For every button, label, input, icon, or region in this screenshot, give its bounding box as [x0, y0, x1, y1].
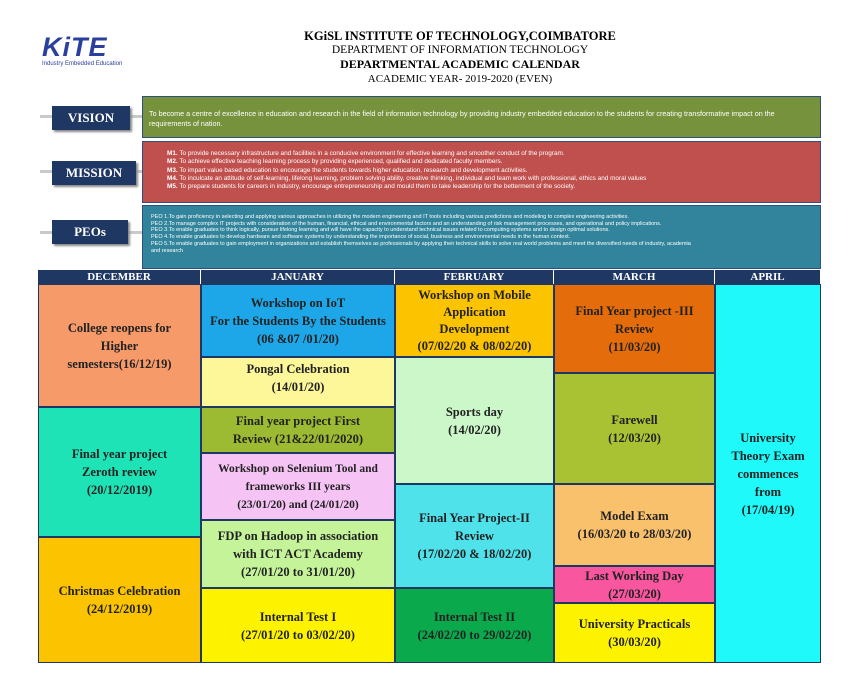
- event-university-practicals: University Practicals (30/03/20): [554, 603, 715, 663]
- event-pongal: Pongal Celebration (14/01/20): [201, 357, 395, 407]
- event-internal-test-2: Internal Test II (24/02/20 to 29/02/20): [395, 588, 554, 663]
- peo-item: PEO 4.To enable graduates to develop hardware and software systems by understanding the importance of social, business and environmental needs in the human context.: [151, 234, 571, 241]
- mission-item: M3. To impart value based education to encourage the students towards higher education, research and development activities.: [167, 166, 528, 174]
- mission-label: MISSION: [52, 161, 136, 185]
- peo-item: PEO 5.To enable graduates to gain employment in organizations and establish themselves as professionals by applying their technical skills to solve real world problems and meet the diversified needs of industry, academia: [151, 240, 691, 247]
- logo-tagline: Industry Embedded Education: [42, 61, 123, 67]
- peo-item: PEO 3.To enable graduates to think logically, pursue lifelong learning and will have the capacity to understand technical issues related to computing systems and to design optimal solutions.: [151, 227, 610, 234]
- month-december: DECEMBER: [38, 270, 201, 284]
- event-internal-test-1: Internal Test I (27/01/20 to 03/02/20): [201, 588, 395, 663]
- peo-item: PEO 1.To gain proficiency in selecting and applying various approaches in utilizing the modern engineering and IT tools including various predictions and modeling to complex engineering activities.: [151, 214, 629, 220]
- calendar-grid-border: [38, 284, 821, 663]
- month-april: APRIL: [715, 270, 821, 284]
- mission-item: M2. To achieve effective teaching learning process by providing experienced, qualified and dedicated faculty members.: [167, 158, 503, 166]
- event-mobile-workshop: Workshop on Mobile Application Development (07/02/20 & 08/02/20): [395, 284, 554, 357]
- month-march: MARCH: [554, 270, 715, 284]
- month-february: FEBRUARY: [395, 270, 554, 284]
- vision-label: VISION: [52, 106, 130, 130]
- event-first-review: Final year project First Review (21&22/01/2020): [201, 407, 395, 453]
- logo-wordmark: KiTE: [42, 32, 108, 62]
- event-model-exam: Model Exam (16/03/20 to 28/03/20): [554, 484, 715, 566]
- event-hadoop-fdp: FDP on Hadoop in association with ICT ACT Academy (27/01/20 to 31/01/20): [201, 520, 395, 588]
- department-name: DEPARTMENT OF INFORMATION TECHNOLOGY: [331, 44, 589, 56]
- vision-statement: To become a centre of excellence in education and research in the field of information technology by providing industry embedded education to the students for creating transformative impact on the requirements of nation.: [142, 96, 821, 138]
- month-january: JANUARY: [201, 270, 395, 284]
- kite-logo: [42, 32, 134, 67]
- event-college-reopens: College reopens for Higher semesters(16/12/19): [38, 284, 201, 407]
- event-last-working-day: Last Working Day (27/03/20): [554, 566, 715, 603]
- peo-item: and research: [151, 247, 184, 254]
- mission-statement: [142, 141, 821, 203]
- peo-item: PEO 2.To manage complex IT projects with consideration of the human, financial, ethical and environmental factors and an understanding of risk management processes, and operational and policy implications.: [151, 220, 662, 227]
- peo-statements: [142, 205, 821, 269]
- event-zeroth-review: Final year project Zeroth review (20/12/2019): [38, 407, 201, 537]
- event-christmas: Christmas Celebration (24/12/2019): [38, 537, 201, 663]
- event-selenium-workshop: Workshop on Selenium Tool and frameworks III years (23/01/20) and (24/01/20): [201, 453, 395, 520]
- event-project-review-2: Final Year Project-II Review (17/02/20 & 18/02/20): [395, 484, 554, 588]
- peo-label: PEOs: [52, 220, 128, 244]
- event-project-review-3: Final Year project -III Review (11/03/20): [554, 284, 715, 373]
- mission-item: M5. To prepare students for careers in industry, encourage entrepreneurship and mould them to take leadership for the betterment of the society.: [167, 183, 576, 191]
- event-university-theory-exam: University Theory Exam commences from (17/04/19): [715, 284, 821, 663]
- institute-name: KGiSL INSTITUTE OF TECHNOLOGY,COIMBATORE: [304, 29, 616, 43]
- mission-item: M4. To inculcate an attitude of self-learning, lifelong learning, problem solving ability, creative thinking, individual and team work with professional, ethics and moral values: [167, 174, 647, 182]
- calendar-title: DEPARTMENTAL ACADEMIC CALENDAR: [340, 57, 580, 71]
- mission-item: M1. To provide necessary infrastructure and facilities in a conducive environment for effective learning and smoother conduct of the program.: [167, 150, 565, 157]
- event-sports-day: Sports day (14/02/20): [395, 357, 554, 484]
- event-iot-workshop: Workshop on IoT For the Students By the Students (06 &07 /01/20): [201, 284, 395, 357]
- event-farewell: Farewell (12/03/20): [554, 373, 715, 484]
- academic-year: ACADEMIC YEAR- 2019-2020 (EVEN): [367, 73, 553, 85]
